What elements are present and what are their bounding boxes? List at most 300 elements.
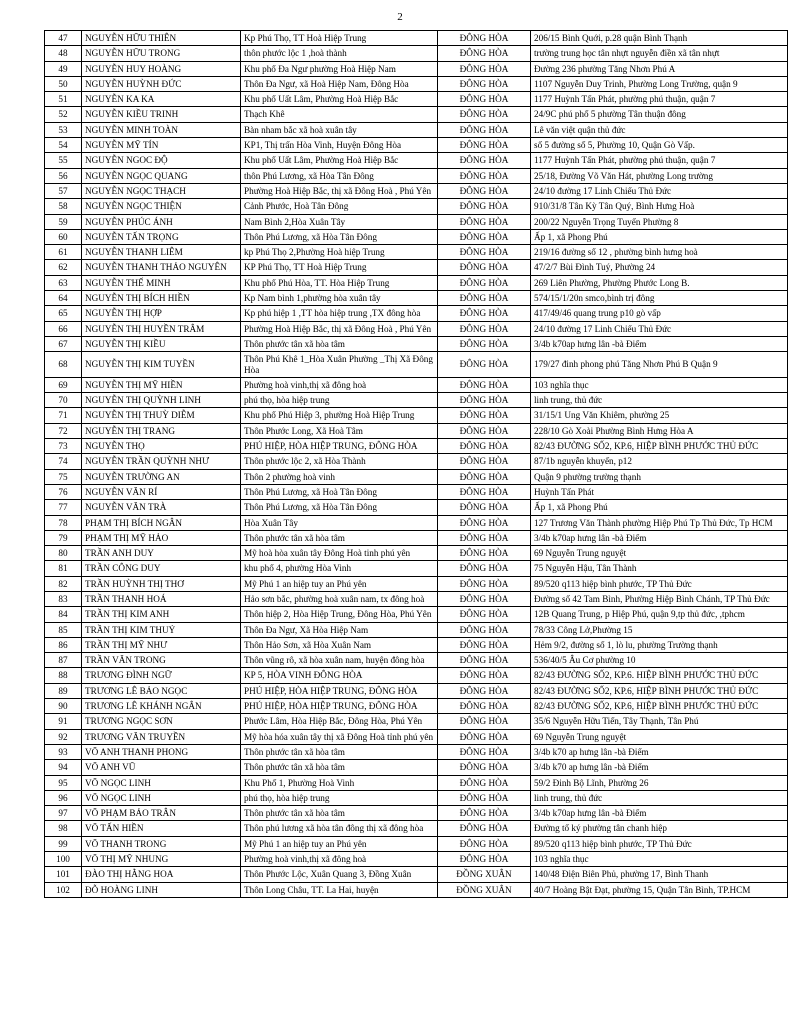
row-address: khu phố 4, phường Hòa Vinh bbox=[241, 561, 438, 576]
row-number: 60 bbox=[45, 229, 82, 244]
row-district: ĐÔNG HÒA bbox=[438, 836, 531, 851]
row-address: Thôn Phú Khê 1_Hòa Xuân Phường _Thị Xã Đông Hòa bbox=[241, 352, 438, 378]
table-row bbox=[45, 214, 788, 229]
row-name: TRẦN ANH DUY bbox=[82, 546, 241, 561]
row-address: Thôn Long Châu, TT. La Hai, huyện bbox=[241, 882, 438, 897]
row-number: 70 bbox=[45, 393, 82, 408]
row-address: Thôn phú lương xã hòa tân đông thị xã đông hòa bbox=[241, 821, 438, 836]
row-number: 85 bbox=[45, 622, 82, 637]
row-address: Khu phố Uất Lâm, Phường Hoà Hiệp Bắc bbox=[241, 92, 438, 107]
table-row bbox=[45, 275, 788, 290]
row-address: Phường Hoà Hiệp Bắc, thị xã Đông Hoà , Phú Yên bbox=[241, 321, 438, 336]
row-district: ĐÔNG HÒA bbox=[438, 561, 531, 576]
roster-table-body bbox=[45, 31, 788, 898]
row-address: Thôn phước tân xã hòa tâm bbox=[241, 760, 438, 775]
row-name: VÕ THANH TRONG bbox=[82, 836, 241, 851]
row-name: TRẦN THỊ MỸ NHƯ bbox=[82, 637, 241, 652]
row-address: Thôn Phú Lương, xã Hòa Tân Đông bbox=[241, 500, 438, 515]
row-number: 73 bbox=[45, 439, 82, 454]
row-workplace: 40/7 Hoàng Bật Đạt, phường 15, Quận Tân Bình, TP.HCM bbox=[531, 882, 788, 897]
row-address: Thôn phước tân xã hòa tâm bbox=[241, 336, 438, 351]
row-address: Phường hoà vinh,thị xã đông hoà bbox=[241, 377, 438, 392]
row-workplace: 24/10 đường 17 Linh Chiểu Thủ Đức bbox=[531, 183, 788, 198]
row-workplace: 59/2 Đinh Bộ Lĩnh, Phường 26 bbox=[531, 775, 788, 790]
row-name: NGUYỄN THẾ MINH bbox=[82, 275, 241, 290]
row-name: TRẦN THỊ KIM THUỶ bbox=[82, 622, 241, 637]
row-workplace: 228/10 Gò Xoài Phường Bình Hưng Hòa A bbox=[531, 423, 788, 438]
row-district: ĐÔNG HÒA bbox=[438, 275, 531, 290]
row-address: thôn Phú Lương, xã Hòa Tân Đông bbox=[241, 168, 438, 183]
table-row bbox=[45, 229, 788, 244]
table-row bbox=[45, 836, 788, 851]
row-district: ĐÔNG HÒA bbox=[438, 714, 531, 729]
row-address: Thôn Phước Lộc, Xuân Quang 3, Đồng Xuân bbox=[241, 867, 438, 882]
row-district: ĐÔNG HÒA bbox=[438, 352, 531, 378]
row-district: ĐÔNG HÒA bbox=[438, 183, 531, 198]
table-row bbox=[45, 806, 788, 821]
row-name: PHẠM THỊ BÍCH NGÂN bbox=[82, 515, 241, 530]
row-address: phú thọ, hòa hiệp trung bbox=[241, 393, 438, 408]
table-row bbox=[45, 852, 788, 867]
row-name: NGUYỄN NGOC ĐỘ bbox=[82, 153, 241, 168]
row-workplace: 69 Nguyễn Trung nguyệt bbox=[531, 729, 788, 744]
table-row bbox=[45, 168, 788, 183]
row-number: 77 bbox=[45, 500, 82, 515]
row-number: 80 bbox=[45, 546, 82, 561]
row-address: Thôn phước lộc 2, xã Hòa Thành bbox=[241, 454, 438, 469]
row-number: 53 bbox=[45, 122, 82, 137]
row-address: PHÚ HIỆP, HÒA HIỆP TRUNG, ĐÔNG HÒA bbox=[241, 699, 438, 714]
row-workplace: 417/49/46 quang trung p10 gò vấp bbox=[531, 306, 788, 321]
table-row bbox=[45, 714, 788, 729]
row-name: NGUYỄN MỸ TÍN bbox=[82, 138, 241, 153]
row-name: NGUYỄN THỊ KIỀU bbox=[82, 336, 241, 351]
roster-table bbox=[44, 30, 788, 898]
row-number: 92 bbox=[45, 729, 82, 744]
row-district: ĐÔNG HÒA bbox=[438, 291, 531, 306]
row-number: 94 bbox=[45, 760, 82, 775]
row-address: Thôn phước tân xã hòa tâm bbox=[241, 744, 438, 759]
row-name: NGUYỄN THỊ THUỲ DIỄM bbox=[82, 408, 241, 423]
row-address: thôn phước lộc 1 ,hoà thành bbox=[241, 46, 438, 61]
table-row bbox=[45, 515, 788, 530]
table-row bbox=[45, 439, 788, 454]
row-address: PHÚ HIỆP, HÒA HIỆP TRUNG, ĐÔNG HÒA bbox=[241, 683, 438, 698]
row-name: NGUYỄN THỊ BÍCH HIỀN bbox=[82, 291, 241, 306]
row-district: ĐÔNG HÒA bbox=[438, 744, 531, 759]
row-workplace: 82/43 ĐƯỜNG SỐ2, KP.6, HIỆP BÌNH PHƯỚC THỦ ĐỨC bbox=[531, 683, 788, 698]
row-district: ĐÔNG HÒA bbox=[438, 107, 531, 122]
row-address: Thạch Khê bbox=[241, 107, 438, 122]
table-row bbox=[45, 46, 788, 61]
row-name: NGUYỄN NGỌC QUANG bbox=[82, 168, 241, 183]
row-district: ĐÔNG HÒA bbox=[438, 92, 531, 107]
row-address: Thôn vũng rô, xã hòa xuân nam, huyện đông hòa bbox=[241, 653, 438, 668]
row-district: ĐÔNG HÒA bbox=[438, 122, 531, 137]
row-name: VÕ ANH THANH PHONG bbox=[82, 744, 241, 759]
row-address: Hảo sơn bắc, phường hoà xuân nam, tx đông hoà bbox=[241, 591, 438, 606]
row-workplace: số 5 đường số 5, Phường 10, Quận Gò Vấp. bbox=[531, 138, 788, 153]
row-district: ĐÔNG HÒA bbox=[438, 790, 531, 805]
row-number: 61 bbox=[45, 245, 82, 260]
row-number: 87 bbox=[45, 653, 82, 668]
table-row bbox=[45, 637, 788, 652]
row-number: 51 bbox=[45, 92, 82, 107]
row-workplace: 574/15/1/20n smco,bình trị đông bbox=[531, 291, 788, 306]
row-name: VÕ TẤN HIỀN bbox=[82, 821, 241, 836]
row-number: 68 bbox=[45, 352, 82, 378]
row-workplace: 536/40/5 Âu Cơ phường 10 bbox=[531, 653, 788, 668]
row-name: NGUYỄN THANH THẢO NGUYÊN bbox=[82, 260, 241, 275]
row-address: Khu phố Uất Lâm, Phường Hoà Hiệp Bắc bbox=[241, 153, 438, 168]
table-row bbox=[45, 393, 788, 408]
table-row bbox=[45, 484, 788, 499]
row-name: TRƯƠNG NGỌC SƠN bbox=[82, 714, 241, 729]
row-address: Mỹ Phú 1 an hiệp tuy an Phú yên bbox=[241, 836, 438, 851]
row-number: 52 bbox=[45, 107, 82, 122]
row-number: 101 bbox=[45, 867, 82, 882]
row-workplace: Quận 9 phường trường thạnh bbox=[531, 469, 788, 484]
row-address: Thôn Hảo Sơn, xã Hòa Xuân Nam bbox=[241, 637, 438, 652]
row-district: ĐÔNG HÒA bbox=[438, 653, 531, 668]
row-address: Nam Bình 2,Hòa Xuân Tây bbox=[241, 214, 438, 229]
row-workplace: 31/15/1 Ung Văn Khiêm, phường 25 bbox=[531, 408, 788, 423]
table-row bbox=[45, 408, 788, 423]
row-number: 75 bbox=[45, 469, 82, 484]
row-workplace: 179/27 đinh phong phú Tăng Nhơn Phú B Quận 9 bbox=[531, 352, 788, 378]
row-workplace: 35/6 Nguyễn Hữu Tiến, Tây Thạnh, Tân Phú bbox=[531, 714, 788, 729]
row-number: 69 bbox=[45, 377, 82, 392]
table-row bbox=[45, 336, 788, 351]
row-address: kp Phú Thọ 2,Phường Hoà hiệp Trung bbox=[241, 245, 438, 260]
row-address: Thôn Phước Long, Xã Hoà Tâm bbox=[241, 423, 438, 438]
table-row bbox=[45, 821, 788, 836]
row-workplace: 82/43 ĐƯỜNG SỐ2, KP.6. HIỆP BÌNH PHƯỚC THỦ ĐỨC bbox=[531, 668, 788, 683]
row-district: ĐÔNG HÒA bbox=[438, 31, 531, 46]
row-number: 98 bbox=[45, 821, 82, 836]
row-address: KP Phú Thọ, TT Hoà Hiệp Trung bbox=[241, 260, 438, 275]
row-address: Kp Phú Thọ, TT Hoà Hiệp Trung bbox=[241, 31, 438, 46]
table-row bbox=[45, 291, 788, 306]
row-workplace: Hẻm 9/2, đường số 1, lò lu, phường Trường thạnh bbox=[531, 637, 788, 652]
row-number: 47 bbox=[45, 31, 82, 46]
row-district: ĐÔNG HÒA bbox=[438, 321, 531, 336]
table-row bbox=[45, 31, 788, 46]
row-district: ĐÔNG HÒA bbox=[438, 260, 531, 275]
row-address: Thôn Phú Lương, xã Hòa Tân Đông bbox=[241, 229, 438, 244]
row-address: Thôn 2 phường hoà vinh bbox=[241, 469, 438, 484]
row-number: 72 bbox=[45, 423, 82, 438]
row-address: Thôn phước tân xã hòa tâm bbox=[241, 530, 438, 545]
row-district: ĐÔNG HÒA bbox=[438, 377, 531, 392]
row-district: ĐÔNG HÒA bbox=[438, 199, 531, 214]
row-number: 59 bbox=[45, 214, 82, 229]
table-row bbox=[45, 576, 788, 591]
row-workplace: 1177 Huỳnh Tấn Phát, phường phú thuận, quận 7 bbox=[531, 153, 788, 168]
row-name: NGUYỄN TRƯỜNG AN bbox=[82, 469, 241, 484]
table-row bbox=[45, 653, 788, 668]
row-name: VÕ NGỌC LINH bbox=[82, 775, 241, 790]
table-row bbox=[45, 306, 788, 321]
row-number: 89 bbox=[45, 683, 82, 698]
row-district: ĐÔNG HÒA bbox=[438, 306, 531, 321]
row-address: Phường Hoà Hiệp Bắc, thị xã Đông Hoà , Phú Yên bbox=[241, 183, 438, 198]
row-district: ĐÔNG HÒA bbox=[438, 138, 531, 153]
row-number: 67 bbox=[45, 336, 82, 351]
row-workplace: 82/43 ĐƯỜNG SỐ2, KP.6, HIỆP BÌNH PHƯỚC THỦ ĐỨC bbox=[531, 439, 788, 454]
row-name: NGUYỄN KA KA bbox=[82, 92, 241, 107]
row-district: ĐÔNG HÒA bbox=[438, 760, 531, 775]
row-workplace: Đường số 42 Tam Bình, Phường Hiệp Bình Chánh, TP Thủ Đức bbox=[531, 591, 788, 606]
row-address: PHÚ HIỆP, HÒA HIỆP TRUNG, ĐÔNG HÒA bbox=[241, 439, 438, 454]
row-workplace: Huỳnh Tấn Phát bbox=[531, 484, 788, 499]
row-address: Thôn Đa Ngư, xã Hoà Hiệp Nam, Đông Hòa bbox=[241, 76, 438, 91]
row-address: Phước Lâm, Hòa Hiệp Bắc, Đông Hòa, Phú Yên bbox=[241, 714, 438, 729]
row-workplace: 78/33 Công Lở,Phường 15 bbox=[531, 622, 788, 637]
row-name: TRẦN VĂN TRONG bbox=[82, 653, 241, 668]
row-district: ĐÔNG HÒA bbox=[438, 668, 531, 683]
table-row bbox=[45, 882, 788, 897]
row-address: Khu phố Phú Hiệp 3, phường Hoà Hiệp Trung bbox=[241, 408, 438, 423]
row-district: ĐÔNG HÒA bbox=[438, 699, 531, 714]
row-district: ĐỒNG XUÂN bbox=[438, 882, 531, 897]
row-address: Kp Nam bình 1,phường hòa xuân tây bbox=[241, 291, 438, 306]
row-name: TRƯƠNG LÊ BẢO NGỌC bbox=[82, 683, 241, 698]
row-workplace: 200/22 Nguyễn Trọng Tuyển Phường 8 bbox=[531, 214, 788, 229]
row-district: ĐÔNG HÒA bbox=[438, 622, 531, 637]
row-district: ĐÔNG HÒA bbox=[438, 153, 531, 168]
row-address: Bàn nham bắc xã hoà xuân tây bbox=[241, 122, 438, 137]
row-name: VÕ NGỌC LINH bbox=[82, 790, 241, 805]
row-address: phú thọ, hòa hiệp trung bbox=[241, 790, 438, 805]
row-district: ĐÔNG HÒA bbox=[438, 729, 531, 744]
row-district: ĐÔNG HÒA bbox=[438, 469, 531, 484]
row-workplace: 87/1b nguyễn khuyến, p12 bbox=[531, 454, 788, 469]
row-address: Khu phố Đa Ngư phường Hoà Hiệp Nam bbox=[241, 61, 438, 76]
row-number: 79 bbox=[45, 530, 82, 545]
row-number: 90 bbox=[45, 699, 82, 714]
row-workplace: 103 nghĩa thục bbox=[531, 852, 788, 867]
row-number: 78 bbox=[45, 515, 82, 530]
table-row bbox=[45, 107, 788, 122]
row-name: NGUYỄN THỌ bbox=[82, 439, 241, 454]
row-workplace: Ấp 1, xã Phong Phú bbox=[531, 500, 788, 515]
table-row bbox=[45, 622, 788, 637]
row-district: ĐÔNG HÒA bbox=[438, 683, 531, 698]
row-name: NGUYỄN KIỀU TRINH bbox=[82, 107, 241, 122]
row-workplace: 103 nghĩa thục bbox=[531, 377, 788, 392]
table-row bbox=[45, 76, 788, 91]
row-number: 54 bbox=[45, 138, 82, 153]
row-number: 74 bbox=[45, 454, 82, 469]
row-address: Khu phố Phú Hòa, TT. Hòa Hiệp Trung bbox=[241, 275, 438, 290]
row-number: 57 bbox=[45, 183, 82, 198]
row-number: 95 bbox=[45, 775, 82, 790]
row-district: ĐÔNG HÒA bbox=[438, 530, 531, 545]
row-number: 55 bbox=[45, 153, 82, 168]
row-address: KP1, Thị trấn Hòa Vinh, Huyện Đông Hòa bbox=[241, 138, 438, 153]
row-workplace: 24/9C phú phố 5 phường Tân thuận đông bbox=[531, 107, 788, 122]
row-district: ĐÔNG HÒA bbox=[438, 775, 531, 790]
row-workplace: 24/10 đường 17 Linh Chiểu Thủ Đức bbox=[531, 321, 788, 336]
table-row bbox=[45, 183, 788, 198]
table-row bbox=[45, 699, 788, 714]
row-district: ĐÔNG HÒA bbox=[438, 245, 531, 260]
table-row bbox=[45, 377, 788, 392]
row-number: 48 bbox=[45, 46, 82, 61]
row-name: VÕ THỊ MỸ NHUNG bbox=[82, 852, 241, 867]
table-row bbox=[45, 92, 788, 107]
table-row bbox=[45, 591, 788, 606]
row-workplace: 25/18, Đường Võ Văn Hát, phường Long trường bbox=[531, 168, 788, 183]
row-name: NGUYỄN VĂN TRÀ bbox=[82, 500, 241, 515]
row-address: Mỹ Phú 1 an hiệp tuy an Phú yên bbox=[241, 576, 438, 591]
row-district: ĐÔNG HÒA bbox=[438, 821, 531, 836]
row-name: NGUYỄN NGỌC THIỆN bbox=[82, 199, 241, 214]
row-district: ĐÔNG HÒA bbox=[438, 229, 531, 244]
row-workplace: 3/4b k70ap hưng lân -bà Điểm bbox=[531, 336, 788, 351]
row-number: 66 bbox=[45, 321, 82, 336]
row-district: ĐÔNG HÒA bbox=[438, 168, 531, 183]
row-number: 96 bbox=[45, 790, 82, 805]
row-address: Cảnh Phước, Hoà Tân Đông bbox=[241, 199, 438, 214]
row-workplace: 82/43 ĐƯỜNG SỐ2, KP.6, HIỆP BÌNH PHƯỚC THỦ ĐỨC bbox=[531, 699, 788, 714]
table-row bbox=[45, 245, 788, 260]
row-district: ĐỒNG XUÂN bbox=[438, 867, 531, 882]
table-row bbox=[45, 744, 788, 759]
table-row bbox=[45, 561, 788, 576]
row-workplace: 206/15 Bình Quới, p.28 quận Bình Thạnh bbox=[531, 31, 788, 46]
table-row bbox=[45, 352, 788, 378]
row-name: NGUYỄN VĂN RÍ bbox=[82, 484, 241, 499]
row-number: 97 bbox=[45, 806, 82, 821]
row-district: ĐÔNG HÒA bbox=[438, 515, 531, 530]
row-workplace: Đường 236 phường Tăng Nhơn Phú A bbox=[531, 61, 788, 76]
row-name: NGUYỄN TẤN TRỌNG bbox=[82, 229, 241, 244]
row-name: TRẦN THANH HOÁ bbox=[82, 591, 241, 606]
row-district: ĐÔNG HÒA bbox=[438, 607, 531, 622]
row-number: 50 bbox=[45, 76, 82, 91]
row-number: 58 bbox=[45, 199, 82, 214]
row-number: 93 bbox=[45, 744, 82, 759]
row-number: 71 bbox=[45, 408, 82, 423]
row-district: ĐÔNG HÒA bbox=[438, 852, 531, 867]
row-district: ĐÔNG HÒA bbox=[438, 336, 531, 351]
row-workplace: 3/4b k70ap hưng lân -bà Điểm bbox=[531, 530, 788, 545]
table-row bbox=[45, 454, 788, 469]
row-workplace: linh trung, thủ đức bbox=[531, 393, 788, 408]
row-workplace: 140/48 Điện Biên Phủ, phường 17, Bình Thanh bbox=[531, 867, 788, 882]
table-row bbox=[45, 867, 788, 882]
row-number: 63 bbox=[45, 275, 82, 290]
row-name: NGUYỄN THỊ TRANG bbox=[82, 423, 241, 438]
row-number: 82 bbox=[45, 576, 82, 591]
row-number: 62 bbox=[45, 260, 82, 275]
row-number: 83 bbox=[45, 591, 82, 606]
row-name: PHẠM THỊ MỸ HẢO bbox=[82, 530, 241, 545]
row-workplace: 219/16 đường số 12 , phường bình hưng hoà bbox=[531, 245, 788, 260]
row-address: KP 5, HÒA VINH ĐÔNG HÒA bbox=[241, 668, 438, 683]
row-workplace: 127 Trương Văn Thành phường Hiệp Phú Tp Thủ Đức, Tp HCM bbox=[531, 515, 788, 530]
row-name: NGUYỄN THỊ KIM TUYỀN bbox=[82, 352, 241, 378]
row-workplace: 269 Liên Phường, Phường Phước Long B. bbox=[531, 275, 788, 290]
row-workplace: 1177 Huỳnh Tấn Phát, phường phú thuận, quận 7 bbox=[531, 92, 788, 107]
row-district: ĐÔNG HÒA bbox=[438, 546, 531, 561]
row-number: 100 bbox=[45, 852, 82, 867]
row-workplace: Đường tổ ký phường tân chanh hiệp bbox=[531, 821, 788, 836]
row-workplace: Lê văn việt quận thủ đức bbox=[531, 122, 788, 137]
row-address: Kp phú hiệp 1 ,TT hòa hiệp trung ,TX đông hòa bbox=[241, 306, 438, 321]
row-number: 64 bbox=[45, 291, 82, 306]
row-number: 76 bbox=[45, 484, 82, 499]
row-name: VÕ PHẠM BẢO TRÂN bbox=[82, 806, 241, 821]
table-row bbox=[45, 500, 788, 515]
row-number: 99 bbox=[45, 836, 82, 851]
row-name: NGUYỄN THỊ HUYỀN TRÂM bbox=[82, 321, 241, 336]
row-name: NGUYỄN THANH LIÊM bbox=[82, 245, 241, 260]
table-row bbox=[45, 153, 788, 168]
row-number: 88 bbox=[45, 668, 82, 683]
row-workplace: 1107 Nguyễn Duy Trinh, Phường Long Trường, quận 9 bbox=[531, 76, 788, 91]
row-name: TRƯƠNG ĐÌNH NGỮ bbox=[82, 668, 241, 683]
row-district: ĐÔNG HÒA bbox=[438, 806, 531, 821]
table-row bbox=[45, 760, 788, 775]
row-name: NGUYỄN HỮU TRONG bbox=[82, 46, 241, 61]
row-district: ĐÔNG HÒA bbox=[438, 500, 531, 515]
row-district: ĐÔNG HÒA bbox=[438, 61, 531, 76]
row-name: ĐỖ HOÀNG LINH bbox=[82, 882, 241, 897]
row-district: ĐÔNG HÒA bbox=[438, 439, 531, 454]
table-row bbox=[45, 668, 788, 683]
row-name: VÕ ANH VŨ bbox=[82, 760, 241, 775]
row-address: Hòa Xuân Tây bbox=[241, 515, 438, 530]
row-district: ĐÔNG HÒA bbox=[438, 214, 531, 229]
table-row bbox=[45, 729, 788, 744]
page-number: 2 bbox=[397, 11, 403, 23]
row-workplace: 75 Nguyễn Hậu, Tân Thành bbox=[531, 561, 788, 576]
row-address: Thôn Phú Lương, xã Hoà Tân Đông bbox=[241, 484, 438, 499]
table-row bbox=[45, 61, 788, 76]
row-address: Thôn hiệp 2, Hòa Hiệp Trung, Đông Hòa, Phú Yên bbox=[241, 607, 438, 622]
row-number: 91 bbox=[45, 714, 82, 729]
row-name: NGUYỄN TRẦN QUỲNH NHƯ bbox=[82, 454, 241, 469]
table-row bbox=[45, 321, 788, 336]
table-row bbox=[45, 469, 788, 484]
row-workplace: 3/4b k70ap hưng lân -bà Điểm bbox=[531, 806, 788, 821]
row-district: ĐÔNG HÒA bbox=[438, 576, 531, 591]
row-workplace: 910/31/8 Tân Kỳ Tân Quý, Bình Hưng Hoà bbox=[531, 199, 788, 214]
row-workplace: linh trung, thủ đức bbox=[531, 790, 788, 805]
row-workplace: 89/520 q113 hiệp bình phước, TP Thủ Đức bbox=[531, 836, 788, 851]
row-address: Thôn Đa Ngư, Xã Hòa Hiệp Nam bbox=[241, 622, 438, 637]
row-number: 56 bbox=[45, 168, 82, 183]
table-row bbox=[45, 607, 788, 622]
row-number: 81 bbox=[45, 561, 82, 576]
row-district: ĐÔNG HÒA bbox=[438, 484, 531, 499]
row-name: NGUYỄN HỮU THIÊN bbox=[82, 31, 241, 46]
table-row bbox=[45, 260, 788, 275]
table-row bbox=[45, 775, 788, 790]
row-district: ĐÔNG HÒA bbox=[438, 637, 531, 652]
row-name: TRƯƠNG LÊ KHÁNH NGÂN bbox=[82, 699, 241, 714]
row-workplace: 3/4b k70 ap hưng lân -bà Điểm bbox=[531, 744, 788, 759]
row-number: 49 bbox=[45, 61, 82, 76]
table-row bbox=[45, 199, 788, 214]
row-number: 65 bbox=[45, 306, 82, 321]
table-row bbox=[45, 138, 788, 153]
row-workplace: 47/2/7 Bùi Đình Tuý, Phường 24 bbox=[531, 260, 788, 275]
row-name: NGUYỄN MINH TOÀN bbox=[82, 122, 241, 137]
